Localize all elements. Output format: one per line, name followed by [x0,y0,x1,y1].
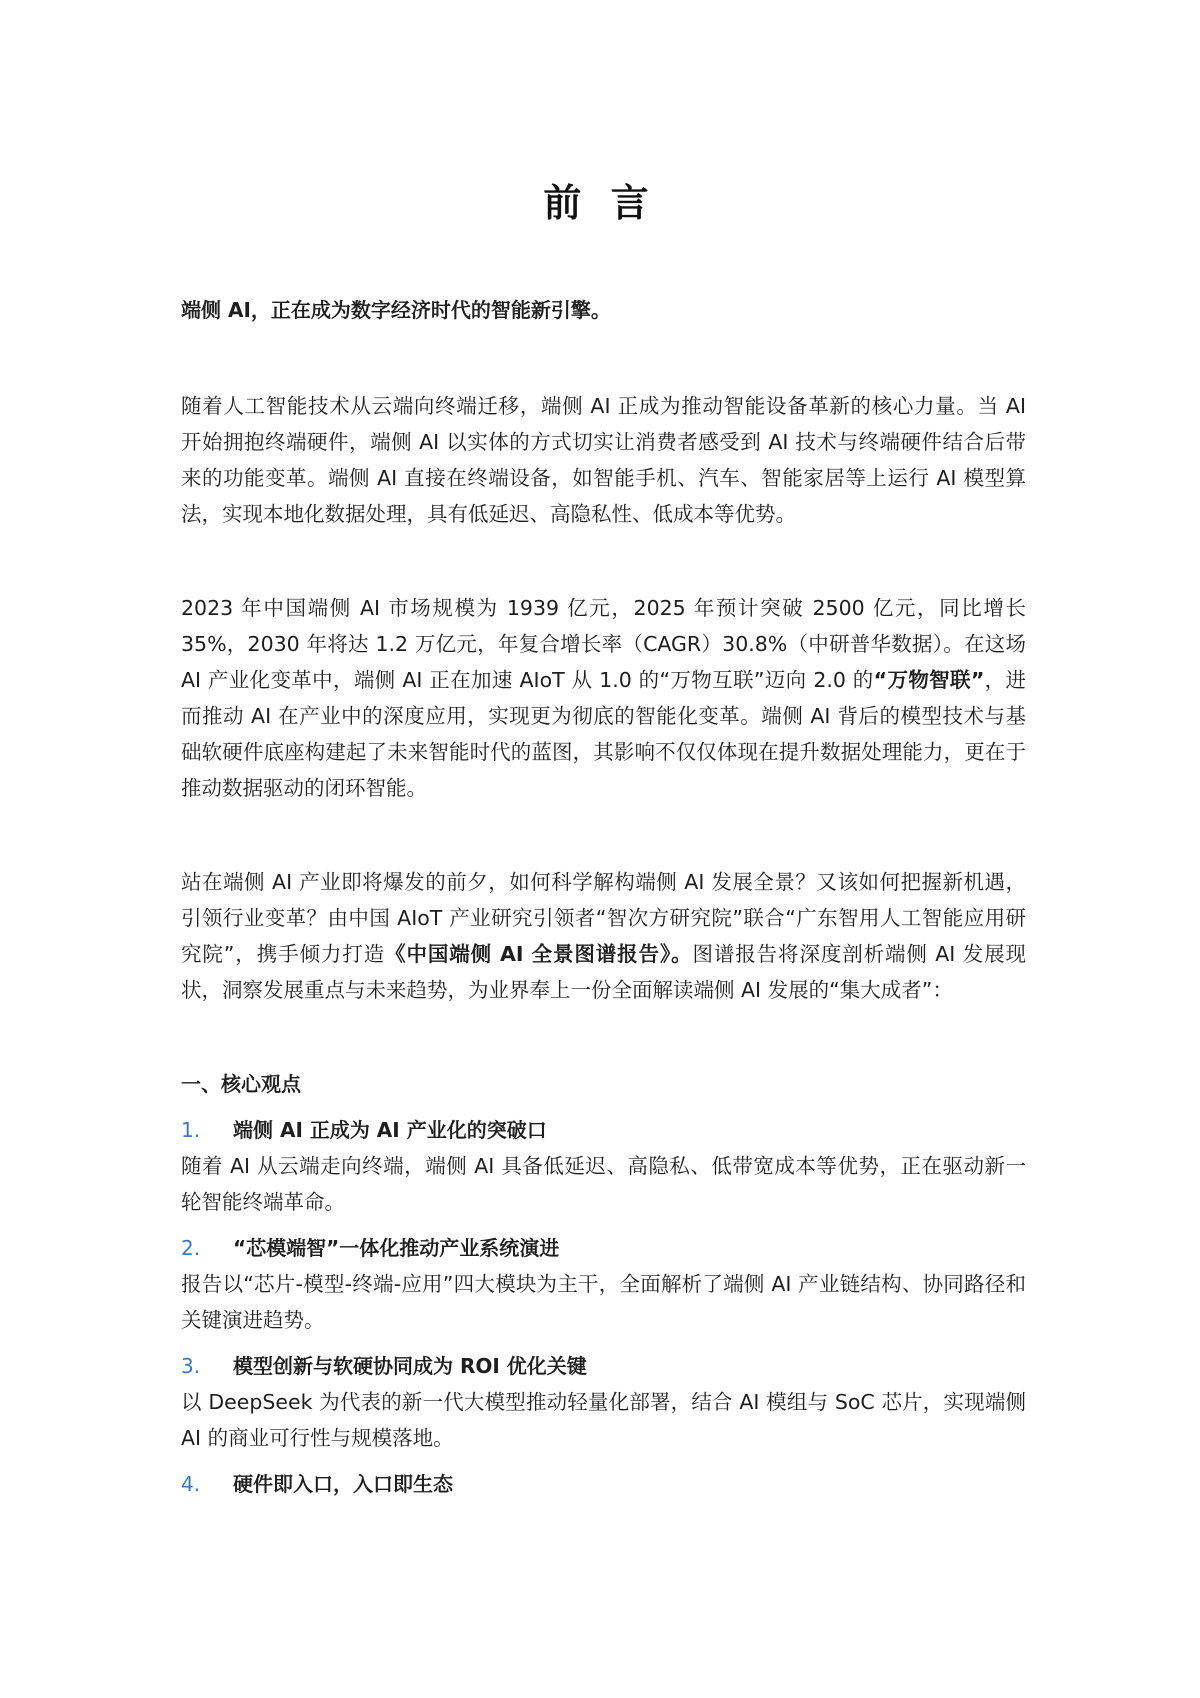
paragraph-market-text-b: ，进而推动 AI 在产业中的深度应用，实现更为彻底的智能化变革。端侧 AI 背后的模型技术与基础软硬件底座构建起了未来智能时代的蓝图，其影响不仅仅体现在提升数据处理能力，更在于推动数据驱动的闭环智能。 [181,668,1026,800]
list-number: 1. [181,1118,201,1142]
key-point-body: 以 DeepSeek 为代表的新一代大模型推动轻量化部署，结合 AI 模组与 SoC 芯片，实现端侧 AI 的商业可行性与规模落地。 [181,1390,1026,1450]
key-point-title-text: 端侧 AI 正成为 AI 产业化的突破口 [233,1118,547,1142]
key-point-title [181,1112,1026,1148]
key-point [181,1466,1026,1502]
paragraph-report-text-b: 图谱报告将深度剖析端侧 AI 发展现状，洞察发展重点与未来趋势，为业界奉上一份全面解读端侧 AI 发展的“集大成者”： [181,942,1026,1002]
paragraph-market [181,590,1026,806]
report-name: 《中国端侧 AI 全景图谱报告》。 [385,942,693,966]
key-point-title-text: 硬件即入口，入口即生态 [233,1472,453,1496]
paragraph-market-emphasis: “万物智联” [873,668,985,692]
key-point-title-text: 模型创新与软硬协同成为 ROI 优化关键 [233,1354,587,1378]
section-heading: 一、核心观点 [181,1072,301,1096]
list-number: 2. [181,1236,201,1260]
page-title: 前 言 [543,181,657,225]
paragraph-report-text-a: 站在端侧 AI 产业即将爆发的前夕，如何科学解构端侧 AI 发展全景？又该如何把握新机遇，引领行业变革？由中国 AIoT 产业研究引领者“智次方研究院”联合“广东智用人工智能应用研究院”，携手倾力打造 [181,870,1026,966]
paragraph-intro: 随着人工智能技术从云端向终端迁移，端侧 AI 正成为推动智能设备革新的核心力量。当 AI 开始拥抱终端硬件，端侧 AI 以实体的方式切实让消费者感受到 AI 技术与终端硬件结合后带来的功能变革。端侧 AI 直接在终端设备，如智能手机、汽车、智能家居等上运行 AI 模型算法，实现本地化数据处理，具有低延迟、高隐私性、低成本等优势。 [181,394,1026,526]
key-point-body: 报告以“芯片-模型-终端-应用”四大模块为主干，全面解析了端侧 AI 产业链结构、协同路径和关键演进趋势。 [181,1272,1026,1332]
key-point-title [181,1466,1026,1502]
lead-sentence: 端侧 AI，正在成为数字经济时代的智能新引擎。 [181,298,611,322]
key-point-title-text: “芯模端智”一体化推动产业系统演进 [233,1236,560,1260]
key-point [181,1112,1026,1220]
key-point-body: 随着 AI 从云端走向终端，端侧 AI 具备低延迟、高隐私、低带宽成本等优势，正在驱动新一轮智能终端革命。 [181,1154,1026,1214]
list-number: 3. [181,1354,201,1378]
paragraph-report [181,864,1026,1008]
document-body [181,292,1026,1512]
key-point-title [181,1348,1026,1384]
list-number: 4. [181,1472,201,1496]
key-point [181,1230,1026,1338]
key-point-title [181,1230,1026,1266]
paragraph-market-text-a: 2023 年中国端侧 AI 市场规模为 1939 亿元，2025 年预计突破 2500 亿元，同比增长 35%，2030 年将达 1.2 万亿元，年复合增长率（CAGR）30.8%（中研普华数据）。在这场 AI 产业化变革中，端侧 AI 正在加速 AIoT 从 1.0 的“万物互联”迈向 2.0 的 [181,596,1026,692]
key-point [181,1348,1026,1456]
